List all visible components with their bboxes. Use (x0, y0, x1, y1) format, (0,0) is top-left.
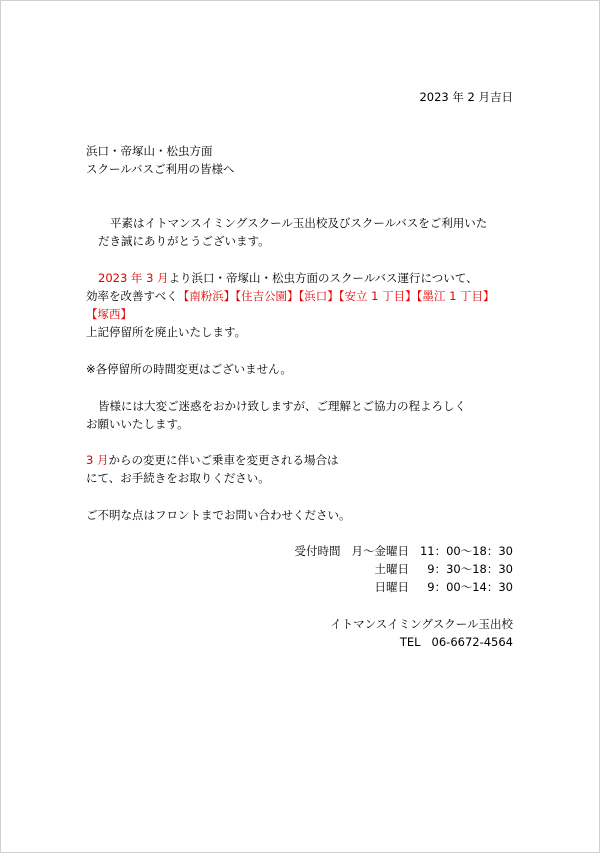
stop-name: 【安立 1 丁目】 (338, 289, 417, 303)
procedure-month: 3 月 (86, 453, 109, 467)
sender-tel-line (330, 633, 513, 651)
greeting-line-1: 平素はイトマンスイミングスクール玉出校及びスクールバスをご利用いた (110, 216, 488, 230)
weekday-time: 11：00～18：30 (419, 544, 513, 558)
notice-line-2 (86, 287, 526, 305)
procedure-line-1-text: からの変更に伴いご乗車を変更される場合は (108, 453, 339, 467)
stop-name: 【塚西】 (86, 307, 132, 321)
stop-name: 【浜口】 (298, 289, 339, 303)
addressee (86, 142, 526, 178)
stop-name: 【墨江 1 丁目】 (416, 289, 495, 303)
tel-label: TEL (399, 635, 421, 649)
document-date: 2023 年 2 月吉日 (419, 90, 513, 104)
weekday-label: 月～金曜日 (351, 544, 409, 558)
notice-date: 2023 年 3 月 (98, 271, 169, 285)
saturday-label: 土曜日 (374, 562, 409, 576)
addressee-line-2: スクールバスご利用の皆様へ (86, 162, 235, 176)
procedure-line-1 (86, 451, 526, 469)
reception-hours (295, 542, 513, 596)
hours-weekday (295, 542, 513, 560)
sender-block (330, 615, 513, 651)
note-line: ※各停留所の時間変更はございません。 (86, 362, 292, 376)
hours-saturday (295, 560, 513, 578)
hours-sunday (295, 578, 513, 596)
greeting-paragraph (86, 214, 526, 250)
notice-line-4: 上記停留所を廃止いたします。 (86, 325, 247, 339)
tel-number: 06-6672-4564 (431, 635, 513, 649)
notice-paragraph (86, 269, 526, 341)
greeting-line-2: だき誠にありがとうございます。 (98, 234, 270, 248)
addressee-line-1: 浜口・帝塚山・松虫方面 (86, 144, 213, 158)
stop-name: 【住吉公園】 (235, 289, 299, 303)
stop-name: 【南粉浜】 (177, 289, 236, 303)
apology-paragraph (86, 397, 526, 433)
procedure-paragraph (86, 451, 526, 487)
hours-label: 受付時間 (294, 544, 341, 558)
sunday-time: 9：00～14：30 (427, 580, 513, 594)
apology-line-1: 皆様には大変ご迷惑をおかけ致しますが、ご理解とご協力の程よろしく (98, 399, 466, 413)
apology-line-2: お願いいたします。 (86, 417, 189, 431)
sunday-label: 日曜日 (374, 580, 409, 594)
notice-line-2-text: 効率を改善すべく (86, 289, 178, 303)
notice-line-1-text: より浜口・帝塚山・松虫方面のスクールバス運行について、 (168, 271, 478, 285)
sender-name: イトマンスイミングスクール玉出校 (330, 617, 513, 631)
procedure-line-2: にて、お手続きをお取りください。 (86, 471, 270, 485)
saturday-time: 9：30～18：30 (427, 562, 513, 576)
notice-line-1 (86, 269, 526, 287)
inquiry-line: ご不明な点はフロントまでお問い合わせください。 (86, 508, 351, 522)
